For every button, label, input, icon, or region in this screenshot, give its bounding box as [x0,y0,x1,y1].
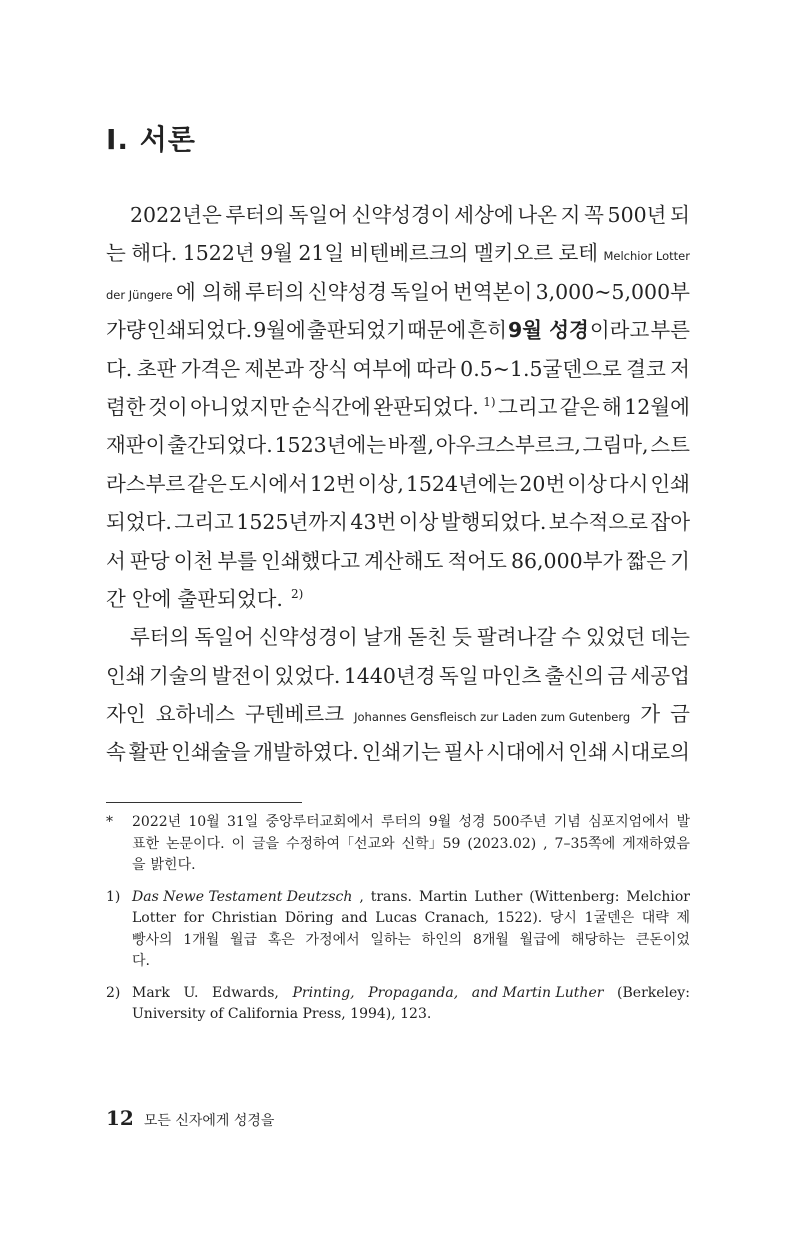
word: 신약성경이 [258,625,358,650]
word: 1개월 [183,931,220,948]
word: 다. [106,356,133,381]
word: 따라 [416,356,456,381]
word: 판당 [129,548,170,573]
footnote-line [132,1004,690,1026]
footnote-line [132,855,690,877]
word: 이상 [398,510,439,535]
word: 는 [106,241,126,266]
word: 멜키오르 [473,241,554,266]
word: 다시 [608,471,649,496]
page-footer [106,1106,274,1130]
footnote-mark: 2) [106,984,121,1001]
word: 흔히 [467,318,507,343]
word: 게재하였음 [622,835,690,852]
word: 발전이 [211,663,272,688]
word: 간 [106,586,126,611]
word: 팔려나갈 [476,625,557,650]
word: 을 [132,857,146,873]
word: 이라고 [589,318,650,343]
word: 기술의 [148,663,209,688]
word: 이 [231,835,246,852]
word: 부른 [650,318,690,343]
word: 가 [640,702,661,727]
word: 독일어 [288,203,348,227]
word: 9월 [260,241,293,266]
word: 인쇄기는 [361,740,441,765]
word: 500년 [607,203,667,227]
text-line [106,657,690,695]
word: Lotter [132,910,176,926]
text-line [106,426,690,464]
footnotes [106,812,690,1036]
footnote-mark: * [106,814,113,830]
word: 속 [106,740,126,765]
word: 같은 [559,394,600,419]
word: 0.5~1.5굴덴으로 [460,356,622,381]
word: 계산해도 [364,548,444,573]
word: 독일어 [194,625,254,650]
word: 도시에서 [228,471,308,496]
word: 해다. [131,241,178,266]
footnote-ref: 2) [290,586,304,601]
word: 날개 [362,625,403,650]
word: 9월에 [253,318,306,343]
word: 신약성경이 [351,203,451,227]
word: Cranach, [424,910,490,926]
word: 12번 [309,471,356,496]
word: 10월 [188,814,220,830]
word: 저 [670,356,690,381]
word: 루터의 [245,279,305,304]
word: 장식 [308,356,348,381]
word: 개발하였다. [253,740,359,765]
word: 에 의해 [175,279,242,304]
word: 렴한 [106,394,146,419]
word: 서 [106,548,126,573]
word: and Martin Luther [471,984,604,1001]
word: 짧은 [626,548,666,573]
word: 시대로의 [610,740,690,765]
word: 같은 [187,471,227,496]
word: 해당하는 [570,931,626,948]
word: Edwards, [212,984,279,1001]
word: 12월에 [624,394,690,419]
word: 루터의 [380,814,422,830]
word: 나온 [517,203,557,227]
word: 이천 [173,548,214,573]
word: 안에 [131,586,172,611]
word: 제본과 [244,356,304,381]
word: 비텐베르크의 [349,241,469,266]
word: 라스부르 [106,471,186,496]
word: 가격은 [180,356,241,381]
word: 번역본이 [453,279,533,304]
word: 밝힌다. [150,857,196,873]
section-heading: I. 서론 [106,123,196,156]
word: Luther [474,888,523,905]
footnote-line [132,951,690,973]
word: 1525년까지 [236,510,348,535]
word: 수 [561,625,581,650]
word: 인쇄 [650,471,690,496]
word: 세상에 [454,203,514,227]
word: 신학」59 [401,835,461,852]
word: Melchior [626,888,690,905]
footnote [106,887,690,973]
word: 로테 [558,241,599,266]
word: (Wittenberg: [529,888,620,905]
word: Christian [211,910,278,926]
word: 1522년 [182,241,255,266]
word: 자인 [106,702,146,727]
word: 구텐베르크 [245,702,345,727]
word: (2023.02) [467,835,537,852]
word: der Jüngere [106,287,173,302]
word: 7–35쪽에 [554,835,616,852]
word: trans. [370,888,413,905]
word: 데는 [650,625,690,650]
word: Döring [284,910,334,926]
word: 20번 [519,471,566,496]
footnote-line [132,887,690,909]
word: 500주년 [492,814,547,830]
word: 이상, [357,471,404,496]
word: 제 [676,910,690,926]
word: Mark [132,984,170,1001]
word: 루터의 [130,625,190,650]
word: 발행되었다. [440,510,547,535]
word: Johannes Gensfleisch zur Laden zum Gutenberg [354,710,631,725]
word: 표한 [132,835,160,852]
word: Printing, [292,984,355,1001]
word: 일하는 [370,931,411,948]
word: 되 [670,203,690,227]
footnote-ref: 1) [483,394,496,409]
word: 8개월 [472,931,509,948]
text-line [106,733,690,771]
word: 적어도 [447,548,507,573]
footnote-line [132,908,690,930]
word: 하인의 [421,931,463,948]
word: and [341,910,368,926]
word: 큰돈이었 [635,931,690,948]
footnote-line [132,812,690,834]
word: 1굴덴은 [584,910,635,926]
word: 스트 [650,433,690,458]
word: 활판 [128,740,169,765]
word: 출판되었기 [306,318,406,343]
word: 독일 [438,663,479,688]
text-line [106,580,690,618]
word: 43번 [350,510,397,535]
word: 금 [670,702,690,727]
word: 글을 [251,835,280,852]
running-title: 모든 신자에게 성경을 [143,1113,275,1129]
word: 당시 [549,910,577,926]
word: 1524년에는 [405,471,518,496]
word: 가량 [106,318,146,343]
word: 1523년에는 [274,433,387,458]
text-line [106,196,690,234]
word: Lucas [375,910,417,926]
word: 인쇄했다고 [261,548,361,573]
word: 기념 [553,814,581,830]
word: 루터의 [225,203,285,227]
word: 9월 [428,814,452,830]
word: 때문에 [406,318,467,343]
word: Propaganda, [368,984,459,1001]
word: 2022년은 [130,203,222,227]
word: 인쇄 [106,663,146,688]
word: 독일어 [390,279,450,304]
word: U. [183,984,199,1001]
word: 초판 [136,356,177,381]
footnote-divider [106,802,302,803]
word: 해 [601,394,622,419]
word: 인쇄 [568,740,608,765]
page-number: 12 [106,1106,134,1130]
word: 3,000~5,000부 [535,279,690,304]
text-line [106,388,690,426]
word: 월급 [229,931,258,948]
word: 그리고 [174,510,234,535]
word: 보수적으로 [548,510,648,535]
word: 21일 [298,241,345,266]
word: 86,000부가 [510,548,623,573]
word: (Berkeley: [617,984,690,1001]
word: 부를 [217,548,257,573]
footnote-line [132,983,690,1005]
word: 바젤, [387,433,434,458]
word: 인쇄술을 [171,740,251,765]
word: 것이 [148,394,188,419]
text-line [106,503,690,541]
word: 요하네스 [155,702,235,727]
body-text [106,196,690,772]
word: 중앙루터교회에서 [265,814,374,830]
word: 금 [607,663,628,688]
word: 1440년경 [343,663,436,688]
word: 심포지엄에서 [588,814,670,830]
word: 마인츠 [481,663,542,688]
word: 있었다. [274,663,341,688]
text-line [106,465,690,503]
word: 완판되었다. [373,394,479,419]
word: 지 [560,203,581,227]
word: 신약성경 [307,279,388,304]
word: University of California Press, 1994), 123. [132,1006,432,1022]
word: 혹은 [267,931,295,948]
word: for [183,910,204,926]
word: 아니었지만 [190,394,290,419]
word: 2022년 [132,814,182,830]
text-line [106,542,690,580]
word: 성경 [458,814,486,830]
word: 출간되었다. [167,433,273,458]
word: 결코 [626,356,666,381]
word: 되었다. [106,510,172,535]
footnote [106,812,690,877]
word: 여부에 [352,356,412,381]
word: 출신의 [544,663,605,688]
word: 논문이다. [166,835,225,852]
word: , [543,835,548,852]
word: 순식간에 [291,394,371,419]
text-line [106,234,690,272]
word: Das Newe Testament Deutzsch [132,888,353,905]
text-line [106,695,690,733]
word: , [359,888,364,905]
word: 있었던 [585,625,646,650]
word: 아우크스부르크, [435,433,581,458]
text-line [106,273,690,311]
word: 인쇄되었다. [146,318,253,343]
word: 꼭 [584,203,604,227]
word: 듯 [452,625,472,650]
text-line [106,311,690,349]
word: 그림마, [582,433,649,458]
word: 출판되었다. [177,586,283,611]
word: 그리고 [498,394,558,419]
word: 잡아 [650,510,690,535]
word: Melchior Lotter [603,249,690,264]
word: 빵사의 [132,931,173,948]
word: 이상 [567,471,607,496]
word: 대략 [641,910,669,926]
word: 가정에서 [305,931,360,948]
footnote-line [132,930,690,952]
word: 월급에 [519,931,561,948]
word: 재판이 [106,433,166,458]
word: 9월 성경 [508,318,589,343]
word: 기 [670,548,690,573]
footnote-line [132,834,690,856]
word: 1522). [496,910,543,926]
word: 다. [132,953,150,969]
word: Martin [418,888,468,905]
word: 시대에서 [486,740,566,765]
text-line [106,350,690,388]
word: 필사 [443,740,484,765]
footnote [106,983,690,1026]
word: 세공업 [630,663,690,688]
footnote-mark: 1) [106,888,121,905]
word: 31일 [226,814,259,830]
word: 수정하여「선교와 [285,835,395,852]
word: 돋친 [407,625,448,650]
text-line [106,618,690,656]
word: 발 [676,814,690,830]
